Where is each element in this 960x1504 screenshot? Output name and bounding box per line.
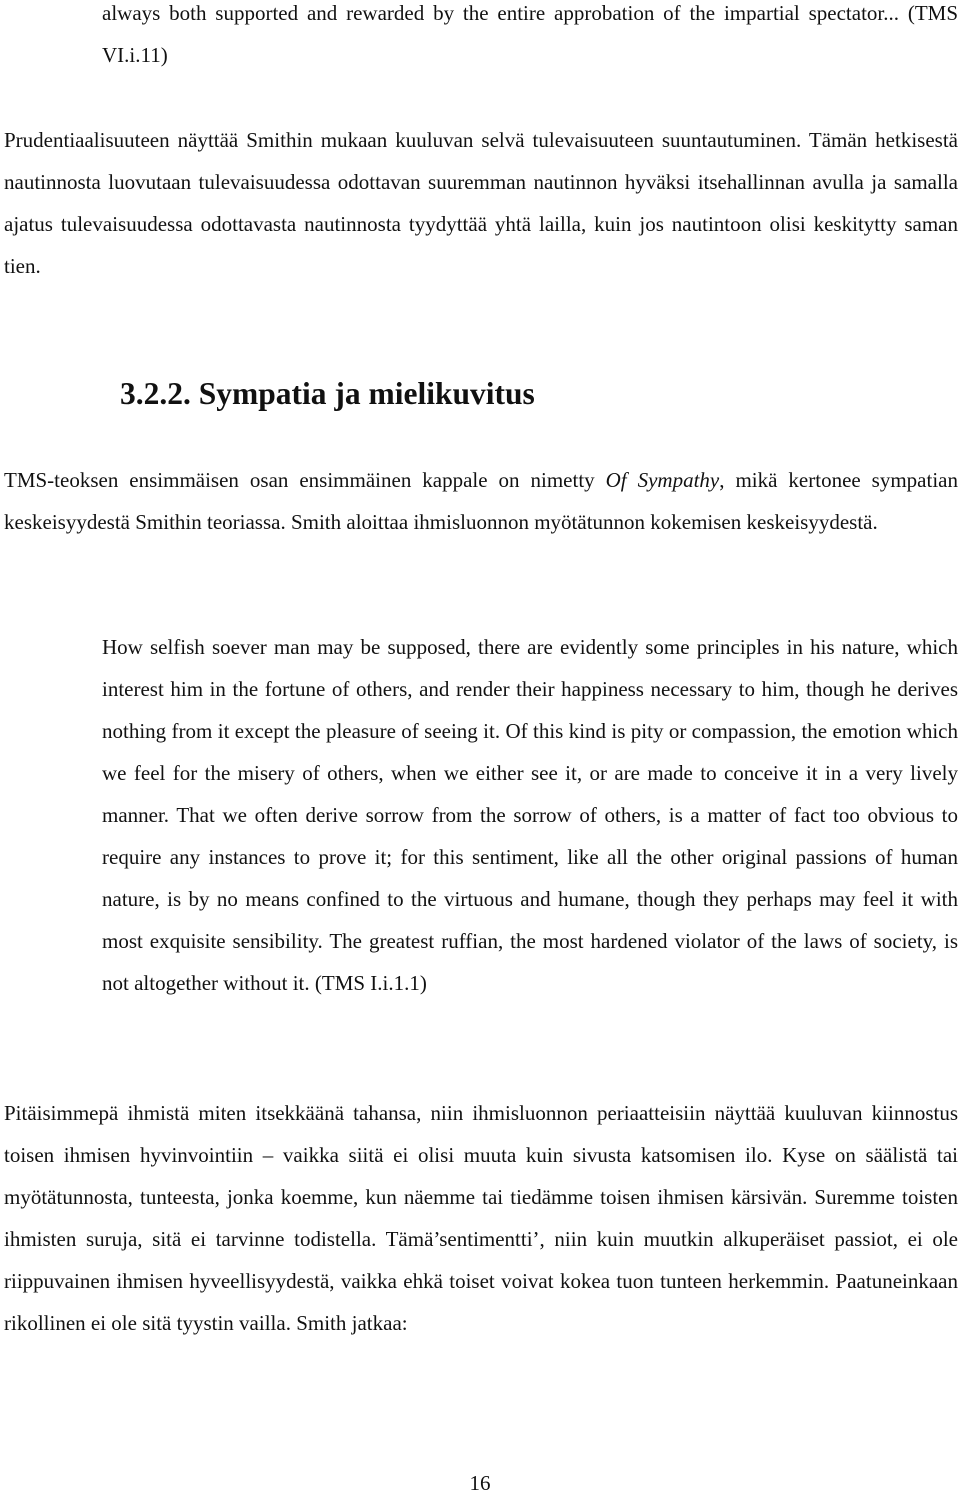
paragraph-commentary: Pitäisimmepä ihmistä miten itsekkäänä tahansa, niin ihmisluonnon periaatteisiin näyttää kuuluvan kiinnostus toisen ihmisen hyvinvointiin – vaikka siitä ei olisi muuta kuin sivusta katsomisen ilo. Kyse on säälistä tai myötätunnosta, tunteesta, jonka koemme, kun näemme tai tiedämme toisen ihmisen kärsivän. Suremme toisten ihmisten suruja, sitä ei tarvinne todistella. Tämä’sentimentti’, niin kuin muutkin alkuperäiset passiot, ei ole riippuvainen ihmisen hyveellisyydestä, vaikka ehkä toiset voivat kokea tuon tunteen herkemmin. Paatuneinkaan rikollinen ei ole sitä tyystin vailla. Smith jatkaa: (4, 1101, 958, 1335)
paragraph-sympathy-title: Of Sympathy (605, 468, 720, 492)
paragraph-sympathy (4, 459, 958, 543)
paragraph-sympathy-part1: TMS-teoksen ensimmäisen osan ensimmäinen kappale on nimetty (4, 468, 606, 492)
page-number: 16 (469, 1471, 491, 1495)
quote-main: How selfish soever man may be supposed, there are evidently some principles in his nature, which interest him in the fortune of others, and render their happiness necessary to him, though he derives nothing from it except the pleasure of seeing it. Of this kind is pity or compassion, the emotion which we feel for the misery of others, when we either see it, or are made to conceive it in a very lively manner. That we often derive sorrow from the sorrow of others, is a matter of fact too obvious to require any instances to prove it; for this sentiment, like all the other original passions of human nature, is by no means confined to the virtuous and humane, though they perhaps may feel it with most exquisite sensibility. The greatest ruffian, the most hardened violator of the laws of society, is not altogether without it. (TMS I.i.1.1) (102, 635, 958, 995)
quote-top: always both supported and rewarded by the entire approbation of the impartial spectator... (TMS VI.i.11) (102, 1, 958, 67)
section-heading: 3.2.2. Sympatia ja mielikuvitus (120, 376, 535, 411)
paragraph-prudence: Prudentiaalisuuteen näyttää Smithin mukaan kuuluvan selvä tulevaisuuteen suuntautuminen. Tämän hetkisestä nautinnosta luovutaan tulevaisuudessa odottavan suuremman nautinnon hyväksi itsehallinnan avulla ja samalla ajatus tulevaisuudessa odottavasta nautinnosta tyydyttää yhtä lailla, kuin jos nautintoon olisi keskitytty saman tien. (4, 128, 958, 278)
paragraph-sympathy-part2: , mikä kertonee sympatian keskeisyydestä Smithin teoriassa. Smith aloittaa ihmisluonnon myötätunnon kokemisen keskeisyydestä. (4, 468, 958, 534)
